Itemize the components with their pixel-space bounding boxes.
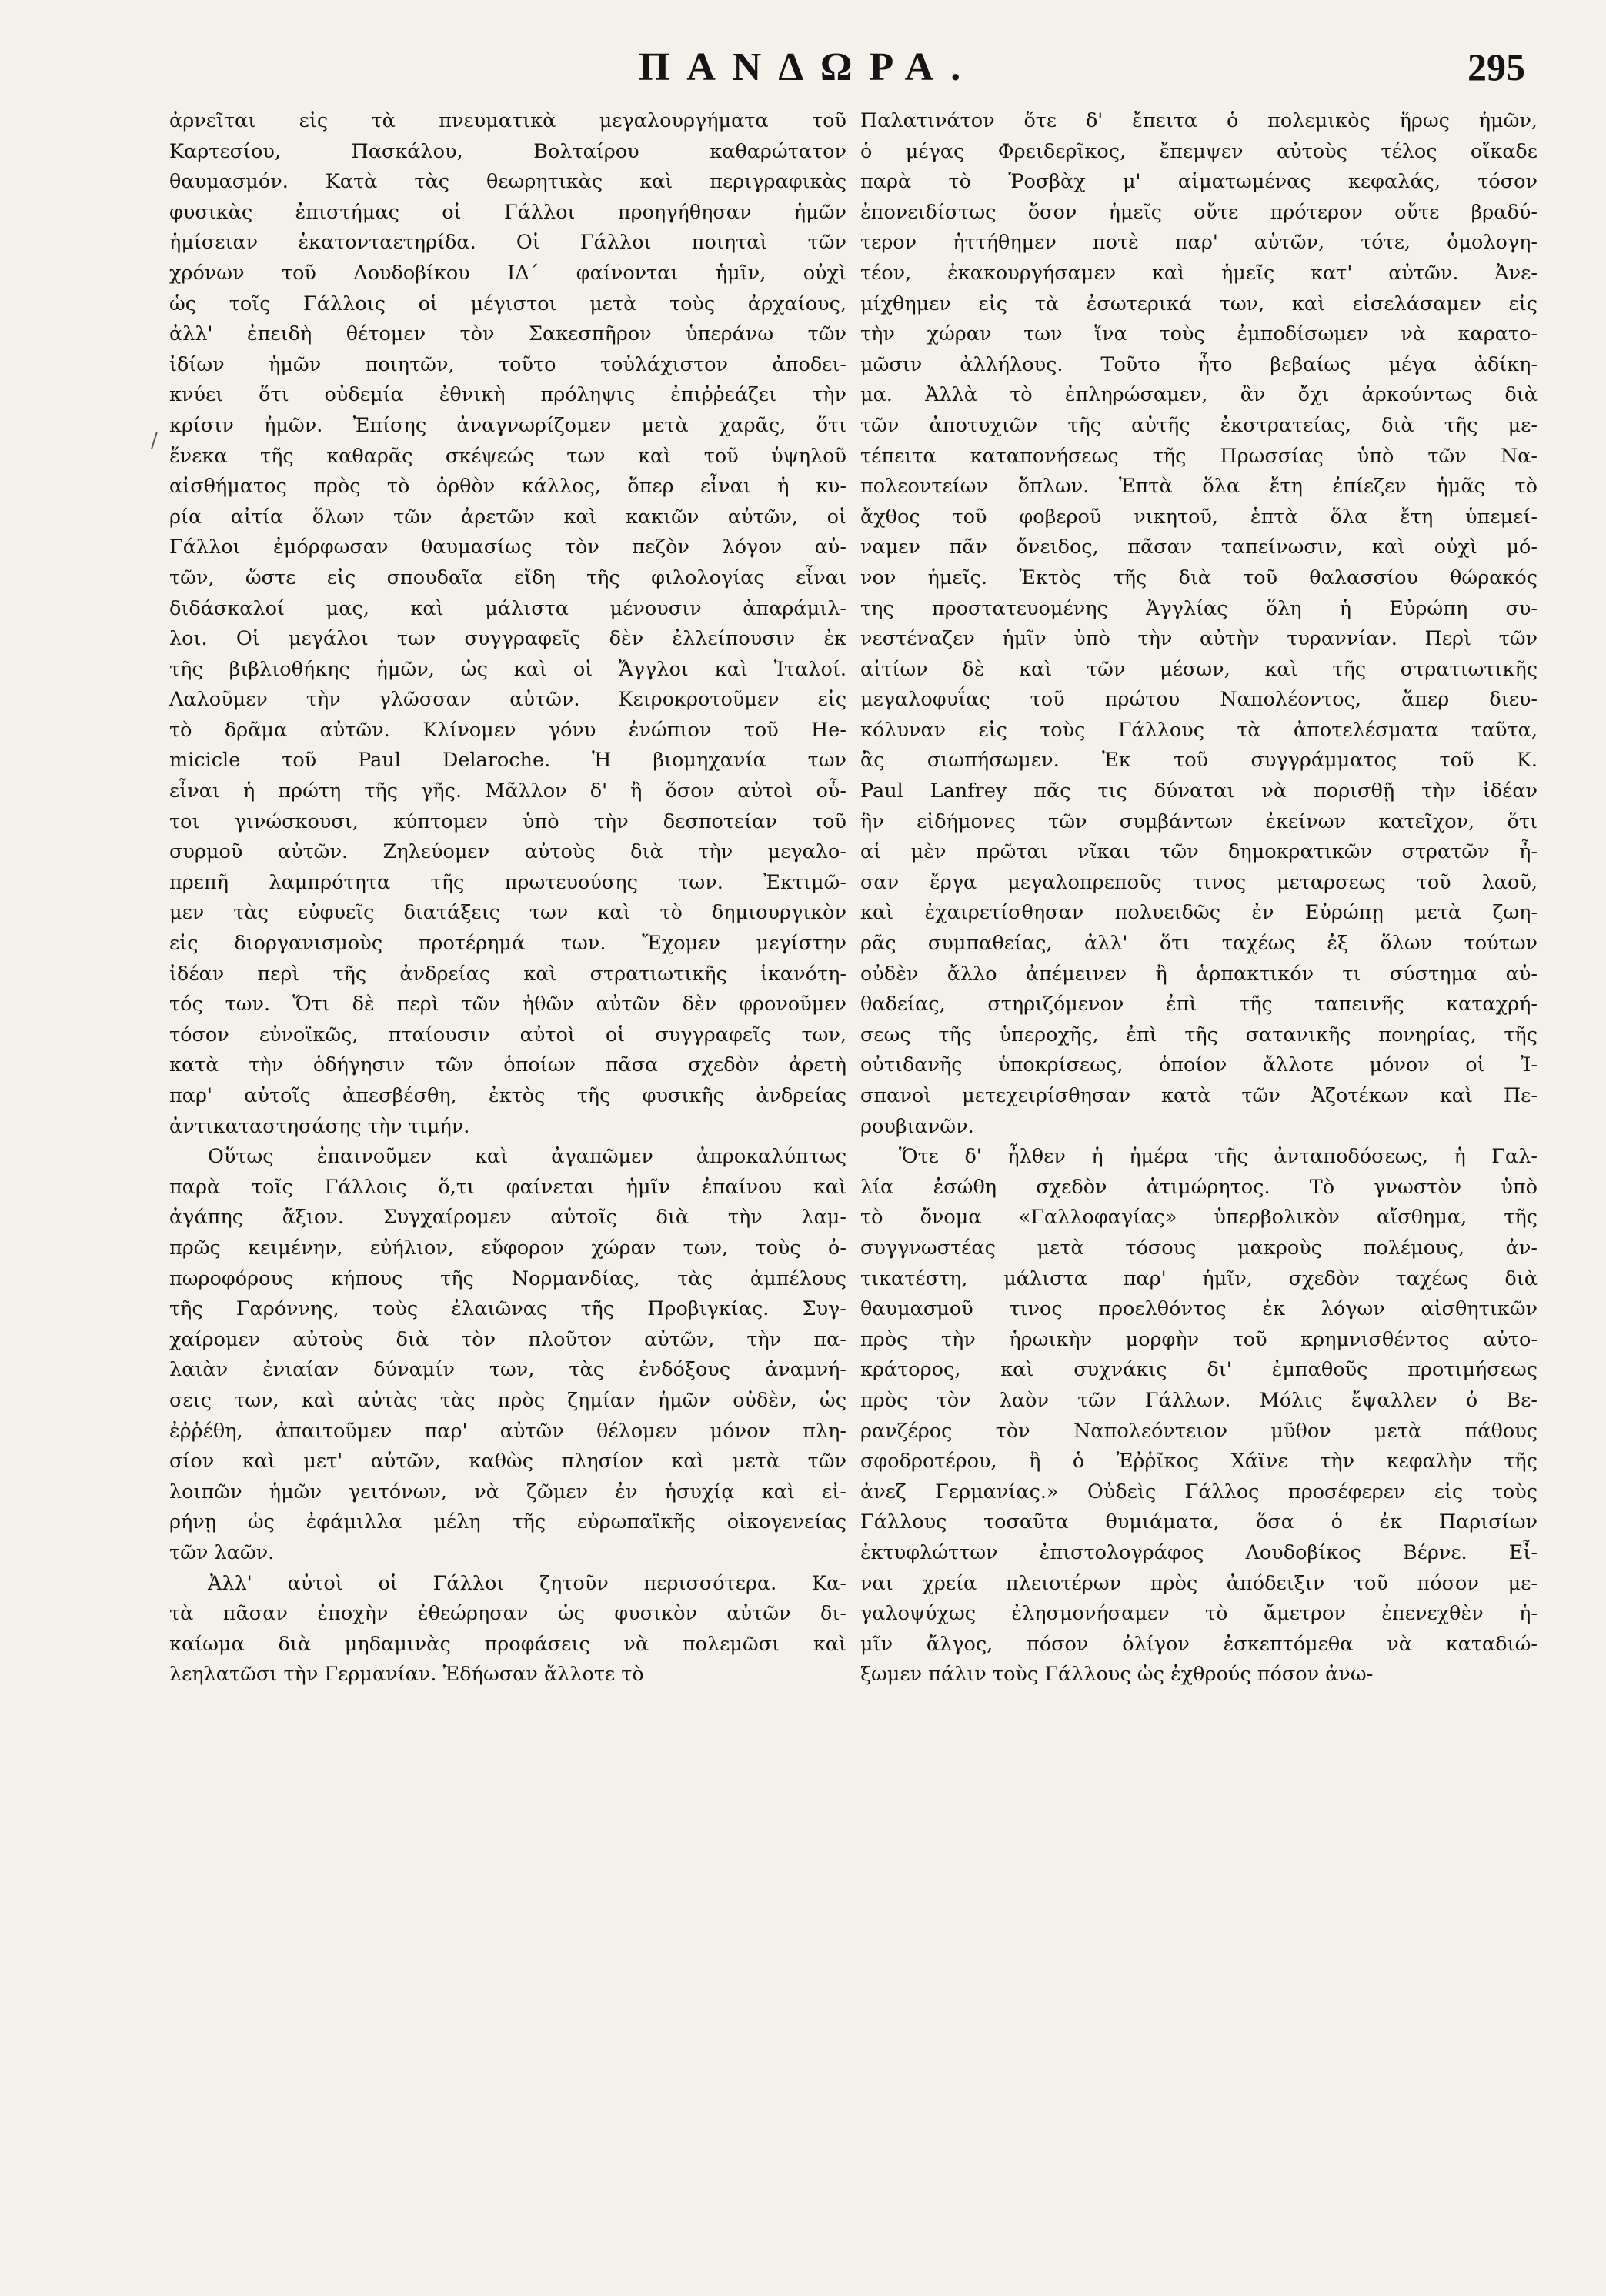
text-line: ναι χρεία πλειοτέρων πρὸς ἀπόδειξιν τοῦ πόσον με- [860, 1571, 1538, 1595]
text-line: ἐπονειδίστως ὅσον ἡμεῖς οὔτε πρότερον οὔτε βραδύ- [860, 200, 1538, 224]
text-line: μεγαλοφυΐας τοῦ πρώτου Ναπολέοντος, ἅπερ διευ- [860, 688, 1538, 712]
left-text-column [169, 106, 846, 1690]
running-title: ΠΑΝΔΩΡΑ. [638, 45, 978, 89]
text-line: μῖν ἄλγος, πόσον ὀλίγον ἐσκεπτόμεθα νὰ καταδιώ- [860, 1632, 1538, 1656]
text-line: παρ' αὐτοῖς ἀπεσβέσθη, ἐκτὸς τῆς φυσικῆς ἀνδρείας [169, 1084, 846, 1107]
text-line: ναμεν πᾶν ὄνειδος, πᾶσαν ταπείνωσιν, καὶ οὐχὶ μό- [860, 536, 1538, 559]
text-line: κατὰ τὴν ὁδήγησιν τῶν ὁποίων πᾶσα σχεδὸν ἀρετὴ [169, 1053, 846, 1077]
text-line: μῶσιν ἀλλήλους. Τοῦτο ἦτο βεβαίως μέγα ἀδίκη- [860, 352, 1538, 376]
text-line: κρίσιν ἡμῶν. Ἐπίσης ἀναγνωρίζομεν μετὰ χαρᾶς, ὅτι [169, 413, 846, 437]
text-line: ἕνεκα τῆς καθαρᾶς σκέψεώς των καὶ τοῦ ὑψηλοῦ [169, 444, 846, 468]
text-line: πωροφόρους κήπους τῆς Νορμανδίας, τὰς ἀμπέλους [169, 1266, 846, 1290]
text-line: ἄχθος τοῦ φοβεροῦ νικητοῦ, ἑπτὰ ὅλα ἔτη ὑπεμεί- [860, 505, 1538, 529]
text-line: ρουβιανῶν. [860, 1114, 974, 1138]
text-line: θαυμασμοῦ τινος προελθόντος ἐκ λόγων αἰσθητικῶν [860, 1297, 1538, 1321]
text-line: εἶναι ἡ πρώτη τῆς γῆς. Μᾶλλον δ' ἢ ὅσον αὐτοὶ οὗ- [169, 779, 846, 803]
text-line: τόσον εὐνοϊκῶς, πταίουσιν αὐτοὶ οἱ συγγραφεῖς των, [169, 1023, 846, 1046]
text-line: γαλοψύχως ἐλησμονήσαμεν τὸ ἄμετρον ἐπενεχθὲν ἡ- [860, 1602, 1538, 1626]
text-line: σίον καὶ μετ' αὐτῶν, καθὼς πλησίον καὶ μετὰ τῶν [169, 1450, 846, 1473]
text-line: κνύει ὅτι οὐδεμία ἐθνικὴ πρόληψις ἐπιῤῥεάζει τὴν [169, 383, 846, 407]
text-line: κόλυναν εἰς τοὺς Γάλλους τὰ ἀποτελέσματα ταῦτα, [860, 718, 1538, 742]
text-line: μα. Ἀλλὰ τὸ ἐπληρώσαμεν, ἂν ὄχι ἀρκούντως διὰ [860, 383, 1538, 407]
text-line: ἰδίων ἡμῶν ποιητῶν, τοῦτο τοὐλάχιστον ἀποδει- [169, 352, 846, 376]
text-line: αἰτίων δὲ καὶ τῶν μέσων, καὶ τῆς στρατιωτικῆς [860, 657, 1538, 681]
text-line: αἱ μὲν πρῶται νῖκαι τῶν δημοκρατικῶν στρατῶν ἦ- [860, 840, 1538, 864]
text-line: ἡμίσειαν ἑκατονταετηρίδα. Οἱ Γάλλοι ποιηταὶ τῶν [169, 231, 846, 255]
text-line: τέον, ἐκακουργήσαμεν καὶ ἡμεῖς κατ' αὐτῶν. Ἀνε- [860, 261, 1538, 285]
text-line: καίωμα διὰ μηδαμινὰς προφάσεις νὰ πολεμῶσι καὶ [169, 1632, 846, 1656]
text-line: νον ἡμεῖς. Ἐκτὸς τῆς διὰ τοῦ θαλασσίου θώρακός [860, 566, 1538, 589]
text-line: λοιπῶν ἡμῶν γειτόνων, νὰ ζῶμεν ἐν ἡσυχίᾳ καὶ εἰ- [169, 1480, 846, 1503]
text-line: πρεπῆ λαμπρότητα τῆς πρωτευούσης των. Ἐκτιμῶ- [169, 870, 846, 894]
text-line: micicle τοῦ Paul Delaroche. Ἡ βιομηχανία των [169, 749, 846, 773]
text-line: συρμοῦ αὐτῶν. Ζηλεύομεν αὐτοὺς διὰ τὴν μεγαλο- [169, 840, 846, 864]
text-line: λία ἐσώθη σχεδὸν ἀτιμώρητος. Τὸ γνωστὸν ὑπὸ [860, 1175, 1538, 1199]
text-line: Καρτεσίου, Πασκάλου, Βολταίρου καθαρώτατον [169, 139, 846, 163]
text-line: ἐῤῥέθη, ἀπαιτοῦμεν παρ' αὐτῶν θέλομεν μόνον πλη- [169, 1419, 846, 1443]
text-line: πρὸς τὴν ἡρωικὴν μορφὴν τοῦ κρημνισθέντος αὐτο- [860, 1327, 1538, 1351]
text-line: Paul Lanfrey πᾶς τις δύναται νὰ πορισθῇ τὴν ἰδέαν [860, 779, 1538, 803]
text-line: τερον ἡττήθημεν ποτὲ παρ' αὐτῶν, τότε, ὁμολογη- [860, 231, 1538, 255]
text-line: σεις των, καὶ αὐτὰς τὰς πρὸς ζημίαν ἡμῶν οὐδὲν, ὡς [169, 1388, 846, 1412]
text-line: πρὸς τὸν λαὸν τῶν Γάλλων. Μόλις ἔψαλλεν ὁ Βε- [860, 1388, 1538, 1412]
text-line: τός των. Ὅτι δὲ περὶ τῶν ἠθῶν αὐτῶν δὲν φρονοῦμεν [169, 993, 846, 1016]
text-line: ρία αἰτία ὅλων τῶν ἀρετῶν καὶ κακιῶν αὐτῶν, οἱ [169, 505, 846, 529]
text-line: οὐτιδανῆς ὑποκρίσεως, ὁποίον ἄλλοτε μόνον οἱ Ἰ- [860, 1053, 1538, 1077]
text-line: ἀλλ' ἐπειδὴ θέτομεν τὸν Σακεσπῆρον ὑπεράνω τῶν [169, 322, 846, 346]
text-line: χρόνων τοῦ Λουδοβίκου ΙΔ΄ φαίνονται ἡμῖν, οὐχὶ [169, 261, 846, 285]
text-line: τὸ ὄνομα «Γαλλοφαγίας» ὑπερβολικὸν αἴσθημα, τῆς [860, 1206, 1538, 1230]
text-line: λαιὰν ἐνιαίαν δύναμίν των, τὰς ἐνδόξους ἀναμνή- [169, 1358, 846, 1382]
text-line: καὶ ἐχαιρετίσθησαν πολυειδῶς ἐν Εὐρώπῃ μετὰ ζωη- [860, 901, 1538, 925]
text-line: ἰδέαν περὶ τῆς ἀνδρείας καὶ στρατιωτικῆς ἱκανότη- [169, 962, 846, 986]
text-line: ἀντικαταστησάσης τὴν τιμήν. [169, 1114, 470, 1138]
text-line: τὸ δρᾶμα αὐτῶν. Κλίνομεν γόνυ ἐνώπιον τοῦ He- [169, 718, 846, 742]
text-line: τικατέστη, μάλιστα παρ' ἡμῖν, σχεδὸν ταχέως διὰ [860, 1266, 1538, 1290]
text-line: Ὅτε δ' ἦλθεν ἡ ἡμέρα τῆς ἀνταποδόσεως, ἡ Γαλ- [899, 1145, 1538, 1169]
text-line: λεηλατῶσι τὴν Γερμανίαν. Ἐδήωσαν ἄλλοτε τὸ [169, 1663, 644, 1687]
text-line: οὐδὲν ἄλλο ἀπέμεινεν ἢ ἁρπακτικόν τι σύστημα αὐ- [860, 962, 1538, 986]
text-line: Παλατινάτον ὅτε δ' ἔπειτα ὁ πολεμικὸς ἥρως ἡμῶν, [860, 109, 1538, 132]
text-line: τῆς βιβλιοθήκης ἡμῶν, ὡς καὶ οἱ Ἄγγλοι καὶ Ἰταλοί. [169, 657, 846, 681]
text-line: σεως τῆς ὑπεροχῆς, ἐπὶ τῆς σατανικῆς πονηρίας, τῆς [860, 1023, 1538, 1046]
text-line: Γάλλους τοσαῦτα θυμιάματα, ὅσα ὁ ἐκ Παρισίων [860, 1510, 1538, 1534]
text-line: της προστατευομένης Ἀγγλίας ὅλη ἡ Εὐρώπη συ- [860, 596, 1538, 620]
text-line: ὁ μέγας Φρειδερῖκος, ἔπεμψεν αὐτοὺς τέλος οἴκαδε [860, 139, 1538, 163]
text-line: πρῶς κειμένην, εὐήλιον, εὔφορον χώραν των, τοὺς ὀ- [169, 1236, 846, 1260]
text-line: ἣν εἰδήμονες τῶν συμβάντων ἐκείνων κατεῖχον, ὅτι [860, 809, 1538, 833]
page-number: 295 [1467, 45, 1525, 88]
text-line: ρᾶς συμπαθείας, ἀλλ' ὅτι ταχέως ἐξ ὅλων τούτων [860, 932, 1538, 956]
margin-mark: / [151, 429, 158, 452]
text-line: τὴν χώραν των ἵνα τοὺς ἐμποδίσωμεν νὰ καρατο- [860, 322, 1538, 346]
page-header [0, 45, 1606, 91]
text-line: τοι γινώσκουσι, κύπτομεν ὑπὸ τὴν δεσποτείαν τοῦ [169, 809, 846, 833]
text-line: θαδείας, στηριζόμενον ἐπὶ τῆς ταπεινῆς καταχρή- [860, 993, 1538, 1016]
text-line: Γάλλοι ἐμόρφωσαν θαυμασίως τὸν πεζὸν λόγον αὐ- [169, 536, 846, 559]
text-line: τῶν, ὥστε εἰς σπουδαῖα εἴδη τῆς φιλολογίας εἶναι [169, 566, 846, 589]
text-line: σαν ἔργα μεγαλοπρεποῦς τινος μεταρσεως τοῦ λαοῦ, [860, 870, 1538, 894]
text-line: λοι. Οἱ μεγάλοι των συγγραφεῖς δὲν ἐλλείπουσιν ἐκ [169, 627, 846, 651]
text-line: σφοδροτέρου, ἢ ὁ Ἐῤῥῖκος Χάϊνε τὴν κεφαλὴν τῆς [860, 1450, 1538, 1473]
text-line: ἀρνεῖται εἰς τὰ πνευματικὰ μεγαλουργήματα τοῦ [169, 109, 846, 132]
text-line: ἀνεζ Γερμανίας.» Οὐδεὶς Γάλλος προσέφερεν εἰς τοὺς [860, 1480, 1538, 1503]
text-line: εἰς διοργανισμοὺς προτέρημά των. Ἔχομεν μεγίστην [169, 932, 846, 956]
text-line: ὡς τοῖς Γάλλοις οἱ μέγιστοι μετὰ τοὺς ἀρχαίους, [169, 292, 846, 315]
text-line: τέπειτα καταπονήσεως τῆς Πρωσσίας ὑπὸ τῶν Να- [860, 444, 1538, 468]
text-line: ἀγάπης ἄξιον. Συγχαίρομεν αὐτοῖς διὰ τὴν λαμ- [169, 1206, 846, 1230]
text-line: τὰ πᾶσαν ἐποχὴν ἐθεώρησαν ὡς φυσικὸν αὐτῶν δι- [169, 1602, 846, 1626]
text-line: ρήνῃ ὡς ἐφάμιλλα μέλη τῆς εὐρωπαϊκῆς οἰκογενείας [169, 1510, 846, 1534]
text-line: κράτορος, καὶ συχνάκις δι' ἐμπαθοῦς προτιμήσεως [860, 1358, 1538, 1382]
text-line: νεστέναζεν ἡμῖν ὑπὸ τὴν αὐτὴν τυραννίαν. Περὶ τῶν [860, 627, 1538, 651]
text-line: τῆς Γαρόννης, τοὺς ἐλαιῶνας τῆς Προβιγκίας. Συγ- [169, 1297, 846, 1321]
text-line: Οὕτως ἐπαινοῦμεν καὶ ἀγαπῶμεν ἀπροκαλύπτως [208, 1145, 846, 1169]
text-line: πολεοντείων ὅπλων. Ἑπτὰ ὅλα ἔτη ἐπίεζεν ἡμᾶς τὸ [860, 475, 1538, 499]
text-line: ἂς σιωπήσωμεν. Ἐκ τοῦ συγγράμματος τοῦ Κ. [860, 749, 1538, 773]
text-line: παρὰ τὸ Ῥοσβὰχ μ' αἱματωμένας κεφαλάς, τόσον [860, 170, 1538, 194]
text-line: παρὰ τοῖς Γάλλοις ὅ,τι φαίνεται ἡμῖν ἐπαίνου καὶ [169, 1175, 846, 1199]
text-line: σπανοὶ μετεχειρίσθησαν κατὰ τῶν Ἀζοτέκων καὶ Πε- [860, 1084, 1538, 1107]
text-line: φυσικὰς ἐπιστήμας οἱ Γάλλοι προηγήθησαν ἡμῶν [169, 200, 846, 224]
text-line: ρανζέρος τὸν Ναπολεόντειον μῦθον μετὰ πάθους [860, 1419, 1538, 1443]
text-line: διδάσκαλοί μας, καὶ μάλιστα μένουσιν ἀπαράμιλ- [169, 596, 846, 620]
text-line: ξωμεν πάλιν τοὺς Γάλλους ὡς ἐχθρούς πόσον ἀνω- [860, 1663, 1374, 1687]
text-line: Λαλοῦμεν τὴν γλῶσσαν αὐτῶν. Κειροκροτοῦμεν εἰς [169, 688, 846, 712]
text-line: αἰσθήματος πρὸς τὸ ὀρθὸν κάλλος, ὅπερ εἶναι ἡ κυ- [169, 475, 846, 499]
text-line: τῶν ἀποτυχιῶν τῆς αὐτῆς ἐκστρατείας, διὰ τῆς με- [860, 413, 1538, 437]
right-text-column [860, 106, 1538, 1690]
text-line: χαίρομεν αὐτοὺς διὰ τὸν πλοῦτον αὐτῶν, τὴν πα- [169, 1327, 846, 1351]
text-line: Ἀλλ' αὐτοὶ οἱ Γάλλοι ζητοῦν περισσότερα. Κα- [208, 1571, 846, 1595]
text-line: μεν τὰς εὐφυεῖς διατάξεις των καὶ τὸ δημιουργικὸν [169, 901, 846, 925]
text-line: μίχθημεν εἰς τὰ ἐσωτερικά των, καὶ εἰσελάσαμεν εἰς [860, 292, 1538, 315]
text-line: θαυμασμόν. Κατὰ τὰς θεωρητικὰς καὶ περιγραφικὰς [169, 170, 846, 194]
text-line: τῶν λαῶν. [169, 1540, 275, 1564]
text-line: ἐκτυφλώττων ἐπιστολογράφος Λουδοβίκος Βέρνε. Εἶ- [860, 1540, 1538, 1564]
text-line: συγγνωστέας μετὰ τόσους μακροὺς πολέμους, ἀν- [860, 1236, 1538, 1260]
